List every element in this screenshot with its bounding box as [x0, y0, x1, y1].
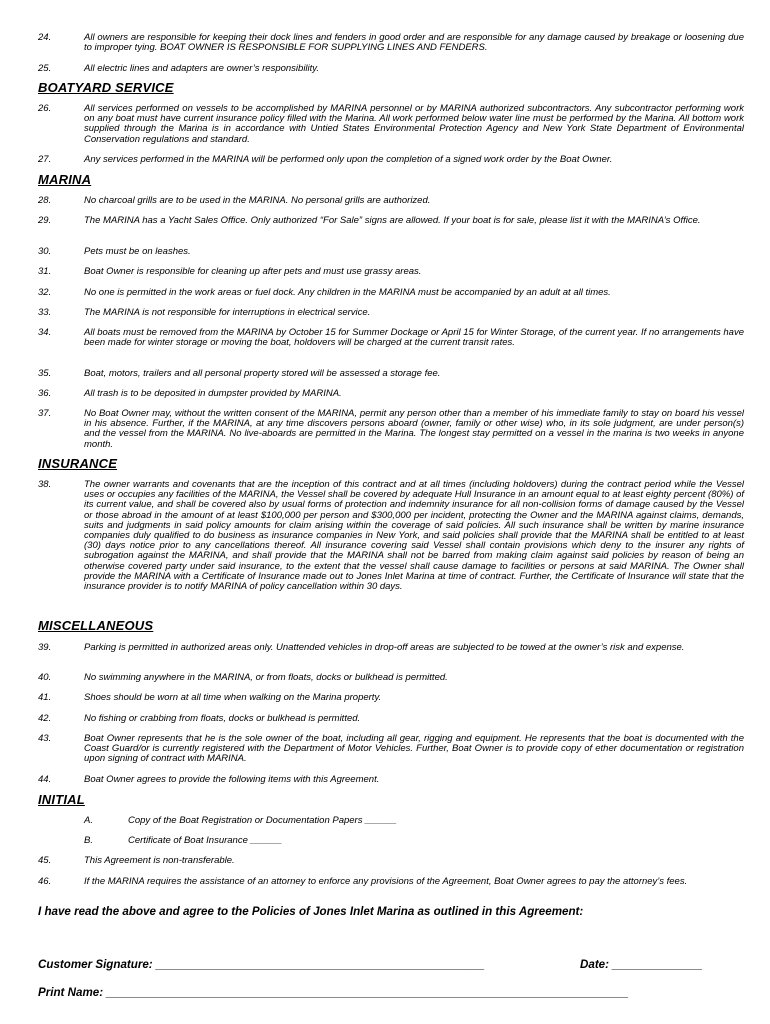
clause-37: [38, 409, 744, 450]
clause-text: Boat, motors, trailers and all personal property stored will be assessed a storage fee.: [84, 368, 441, 379]
clause-38: [38, 480, 744, 592]
print-name-field[interactable]: Print Name: _________________________________________________________________________________: [38, 986, 629, 999]
clause-number: 25.: [38, 63, 52, 74]
clause-44: [38, 775, 744, 785]
acknowledgement-statement: I have read the above and agree to the Policies of Jones Inlet Marina as outlined in this Agreement:: [38, 905, 584, 918]
initial-item-b: [38, 836, 744, 846]
clause-number: 38.: [38, 479, 52, 490]
heading-initial: INITIAL: [38, 792, 85, 807]
date-field[interactable]: Date: ______________: [580, 958, 703, 971]
clause-text: Pets must be on leashes.: [84, 246, 191, 257]
clause-27: [38, 155, 744, 165]
clause-text: No swimming anywhere in the MARINA, or from floats, docks or bulkhead is permitted.: [84, 672, 448, 683]
clause-number: 27.: [38, 154, 52, 165]
clause-number: 45.: [38, 855, 52, 866]
clause-text: The owner warrants and covenants that are the inception of this contract and at all times (including holdovers) during the contract period while the Vessel uses or occupies any facilities of the MARINA, the Vessel shall be covered by adequate Hull Insurance in an amount equal to at least eighty percent (80%) of its current value, and shall be covered also by usual forms of protection and indemnity insurance for all non-collision forms of damage caused by the Vessel or those abroad in the amount of at least $100,000 per person and $300,000 per incident, protecting the Owner and the MARINA against claims, demands, suits and judgments in said policy amounts for claim arising within the coverage of said policies. All such insurance shall be written by marine insurance companies duly qualified to do business as insurance companies in New York, and said policies shall provide that the MARINA shall be entitled to at least (30) days notice prior to any cancellations thereof. All insurance covering said Vessel shall contain provisions which deny to the insurer any rights of subrogation against the MARINA, and shall provide that the MARINA shall not be barred from making claim against said policies by reason of being an otherwise covered party under said insurance, to the extent that the vessel shall cause damage to facilities or persons at said MARINA. The Owner shall provide the MARINA with a Certificate of Insurance made out to Jones Inlet Marina at time of contract. Further, the Certificate of Insurance will state that the insurance provider is to notify MARINA of policy cancellation within 30 days.: [84, 479, 744, 593]
initial-item-a: [38, 816, 744, 826]
clause-43: [38, 734, 744, 765]
clause-text: No fishing or crabbing from floats, docks or bulkhead is permitted.: [84, 713, 361, 724]
clause-number: 46.: [38, 876, 52, 887]
clause-number: A.: [84, 815, 93, 826]
clause-number: B.: [84, 835, 93, 846]
clause-text: Boat Owner is responsible for cleaning up after pets and must use grassy areas.: [84, 266, 422, 277]
customer-signature-field[interactable]: Customer Signature: ___________________________________________________: [38, 958, 485, 971]
clause-text: Shoes should be worn at all time when walking on the Marina property.: [84, 692, 382, 703]
clause-text: No charcoal grills are to be used in the MARINA. No personal grills are authorized.: [84, 195, 431, 206]
clause-24: [38, 33, 744, 53]
heading-miscellaneous: MISCELLANEOUS: [38, 618, 154, 633]
clause-41: [38, 693, 744, 703]
clause-text: All owners are responsible for keeping their dock lines and fenders in good order and are responsible for any damage caused by breakage or loosening due to improper tying. BOAT OWNER IS RESPONSIBLE FOR SUPPLYING LINES AND FENDERS.: [84, 32, 744, 54]
clause-text: No one is permitted in the work areas or fuel dock. Any children in the MARINA must be accompanied by an adult at all times.: [84, 287, 611, 298]
clause-number: 28.: [38, 195, 52, 206]
clause-text: Certificate of Boat Insurance ______: [128, 835, 283, 846]
clause-text: All boats must be removed from the MARINA by October 15 for Summer Dockage or April 15 for Winter Storage, of the current year. If no arrangements have been made for winter storage or moving the boat, holdovers will be charged at the current transit rates.: [84, 327, 744, 349]
clause-25: [38, 64, 744, 74]
clause-35: [38, 369, 744, 379]
clause-number: 41.: [38, 692, 52, 703]
clause-number: 39.: [38, 642, 52, 653]
clause-30: [38, 247, 744, 257]
clause-number: 30.: [38, 246, 52, 257]
clause-number: 24.: [38, 32, 52, 43]
clause-34: [38, 328, 744, 348]
heading-insurance: INSURANCE: [38, 456, 118, 471]
clause-number: 40.: [38, 672, 52, 683]
clause-36: [38, 389, 744, 399]
clause-text: The MARINA has a Yacht Sales Office. Only authorized “For Sale” signs are allowed. If your boat is for sale, please list it with the MARINA’s Office.: [84, 215, 701, 226]
clause-text: Copy of the Boat Registration or Documentation Papers ______: [128, 815, 397, 826]
clause-number: 32.: [38, 287, 52, 298]
clause-39: [38, 643, 744, 653]
clause-text: Boat Owner agrees to provide the following items with this Agreement.: [84, 774, 380, 785]
clause-number: 44.: [38, 774, 52, 785]
clause-number: 36.: [38, 388, 52, 399]
clause-29: [38, 216, 744, 226]
heading-marina: MARINA: [38, 172, 92, 187]
clause-31: [38, 267, 744, 277]
clause-text: No Boat Owner may, without the written consent of the MARINA, permit any person other than a member of his immediate family to stay on board his vessel in his absence. Further, if the MARINA, at any time discovers persons aboard (owner, family or other wise) who, in its sole judgment, are under person(s) and the vessel from the MARINA. No live-aboards are permitted in the Marina. The longest stay permitted on a vessel in the marina is two weeks in anyone month.: [84, 408, 744, 450]
heading-boatyard-service: BOATYARD SERVICE: [38, 80, 174, 95]
clause-text: All trash is to be deposited in dumpster provided by MARINA.: [84, 388, 342, 399]
clause-text: All services performed on vessels to be accomplished by MARINA personnel or by MARINA authorized subcontractors. Any subcontractor performing work on any boat must have current insurance policy filled with the Marina. All work performed below water line must be performed by the Marina. All bottom work supplied through the Marina is in accordance with Untied States Environmental Protection Agency and New York State Department of Environmental Conservation regulations and standard.: [84, 103, 744, 145]
clause-33: [38, 308, 744, 318]
clause-42: [38, 714, 744, 724]
clause-32: [38, 288, 744, 298]
clause-text: Boat Owner represents that he is the sole owner of the boat, including all gear, rigging and equipment. He represents that the boat is documented with the Coast Guard/or is currently registered with the Department of Motor Vehicles. Further, Boat Owner is to provide copy of ether documentation or registration upon signing of contract with MARINA.: [84, 733, 744, 765]
clause-text: All electric lines and adapters are owner’s responsibility.: [84, 63, 319, 74]
clause-26: [38, 104, 744, 145]
clause-number: 43.: [38, 733, 52, 744]
clause-text: Any services performed in the MARINA will be performed only upon the completion of a signed work order by the Boat Owner.: [84, 154, 613, 165]
clause-number: 33.: [38, 307, 52, 318]
clause-number: 35.: [38, 368, 52, 379]
clause-45: [38, 856, 744, 866]
clause-text: If the MARINA requires the assistance of an attorney to enforce any provisions of the Agreement, Boat Owner agrees to pay the attorney’s fees.: [84, 876, 688, 887]
clause-40: [38, 673, 744, 683]
clause-text: The MARINA is not responsible for interruptions in electrical service.: [84, 307, 371, 318]
clause-text: Parking is permitted in authorized areas only. Unattended vehicles in drop-off areas are subjected to be towed at the owner’s risk and expense.: [84, 642, 685, 653]
clause-number: 42.: [38, 713, 52, 724]
clause-number: 29.: [38, 215, 52, 226]
clause-text: This Agreement is non-transferable.: [84, 855, 235, 866]
clause-number: 34.: [38, 327, 52, 338]
clause-46: [38, 877, 744, 887]
clause-number: 31.: [38, 266, 52, 277]
clause-number: 37.: [38, 408, 52, 419]
clause-28: [38, 196, 744, 206]
clause-number: 26.: [38, 103, 52, 114]
